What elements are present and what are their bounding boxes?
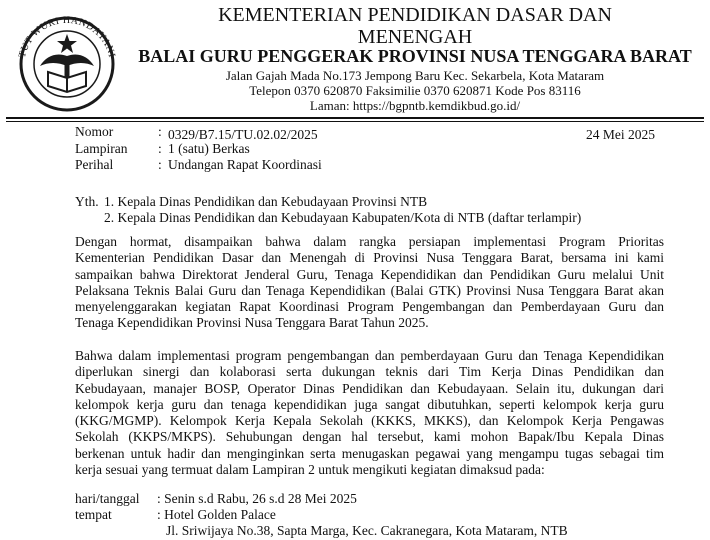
ministry-line2: MENENGAH: [357, 26, 473, 48]
paragraph-line: Kebudayaan, manajer BOSP, Operator Dinas Pendidikan dan Kebudayaan. Selain itu, dukungan dari: [75, 380, 664, 396]
event-place-address: Jl. Sriwijaya No.38, Sapta Marga, Kec. Cakranegara, Kota Mataram, NTB: [166, 523, 568, 538]
ministry-line1: KEMENTERIAN PENDIDIKAN DASAR DAN: [218, 4, 612, 26]
meta-attachment-value: 1 (satu) Berkas: [168, 141, 250, 156]
paragraph-line: sampaikan bahwa Direktorat Jenderal Guru, Tenaga Kependidikan dan Pendidikan Guru melalui Unit: [75, 266, 664, 282]
recipient-prefix: Yth.: [75, 194, 99, 209]
letter-date: 24 Mei 2025: [586, 127, 655, 142]
letterhead-divider-thin: [6, 121, 704, 122]
body-paragraph-2: [75, 348, 664, 478]
tut-wuri-handayani-logo: [8, 4, 126, 114]
office-name: BALAI GURU PENGGERAK PROVINSI NUSA TENGGARA BARAT: [138, 46, 692, 66]
svg-text:TUT WURI HANDAYANI: TUT WURI HANDAYANI: [16, 14, 118, 59]
meta-subject-value: Undangan Rapat Koordinasi: [168, 157, 322, 172]
paragraph-line: diperlukan sinergi dan kolaborasi serta dukungan teknis dari Tim Kerja Dinas Pendidikan dan: [75, 364, 664, 380]
meta-number-value: 0329/B7.15/TU.02.02/2025: [168, 127, 318, 142]
recipient-2: 2. Kepala Dinas Pendidikan dan Kebudayaan Kabupaten/Kota di NTB (daftar terlampir): [104, 210, 582, 225]
paragraph-line: Dengan hormat, disampaikan bahwa dalam rangka persiapan implementasi Program Prioritas: [75, 234, 664, 249]
meta-attachment-label: Lampiran: [75, 141, 128, 156]
paragraph-line: berkenan untuk hadir dan menginginkan serta menugaskan pegawai yang mengampu tugas sebagai tim: [75, 445, 664, 461]
office-address: Jalan Gajah Mada No.173 Jempong Baru Kec. Sekarbela, Kota Mataram: [225, 68, 605, 83]
meta-subject-label: Perihal: [75, 157, 114, 172]
paragraph-line: (KKG/MGMP). Kelompok Kerja Kepala Sekolah (KKKS, MKKS), dan Kelompok Kerja Pengawas: [75, 413, 664, 429]
event-place-value: : Hotel Golden Palace: [157, 507, 276, 522]
paragraph-line: Bahwa dalam implementasi program pengembangan dan pemberdayaan Guru dan Tenaga Kependidikan: [75, 348, 664, 363]
paragraph-line: Kementerian Pendidikan Dasar dan Menengah di Provinsi Nusa Tenggara Barat, bersama ini kami: [75, 250, 664, 266]
letterhead-divider-thick: [6, 117, 704, 119]
meta-colon: :: [158, 157, 162, 172]
event-day-label: hari/tanggal: [75, 491, 140, 506]
office-phone: Telepon 0370 620870 Faksimilie 0370 620871 Kode Pos 83116: [249, 83, 581, 98]
paragraph-line: Sekolah (KKPS/MKPS). Sehubungan dengan hal tersebut, kami mohon Bapak/Ibu Kepala Dinas: [75, 429, 664, 445]
paragraph-line: kerja sesuai yang termuat dalam Lampiran 2 untuk mengikuti kegiatan dimaksud pada:: [75, 462, 545, 478]
body-paragraph-1: [75, 234, 664, 332]
office-website[interactable]: Laman: https://bgpntb.kemdikbud.go.id/: [309, 98, 521, 113]
paragraph-line: kelompok kerja guru dan tenaga kependidikan juga sangat dibutuhkan, seperti kelompok kerja guru: [75, 396, 664, 412]
paragraph-line: Tenaga Kependidikan Provinsi Nusa Tenggara Barat Tahun 2025.: [75, 315, 429, 331]
event-place-label: tempat: [75, 507, 112, 522]
recipient-1: 1. Kepala Dinas Pendidikan dan Kebudayaan Provinsi NTB: [104, 194, 428, 209]
meta-colon: :: [158, 124, 162, 139]
paragraph-line: menyelenggarakan kegiatan Rapat Koordinasi Program Pengembangan dan Pemberdayaan Guru dan: [75, 299, 664, 315]
paragraph-line: Pelaksana Teknis Balai Guru dan Tenaga Kependidikan (Balai GTK) Provinsi Nusa Tenggara Barat akan: [75, 282, 664, 298]
meta-number-label: Nomor: [75, 124, 114, 139]
event-day-value: : Senin s.d Rabu, 26 s.d 28 Mei 2025: [157, 491, 357, 506]
meta-colon: :: [158, 141, 162, 156]
